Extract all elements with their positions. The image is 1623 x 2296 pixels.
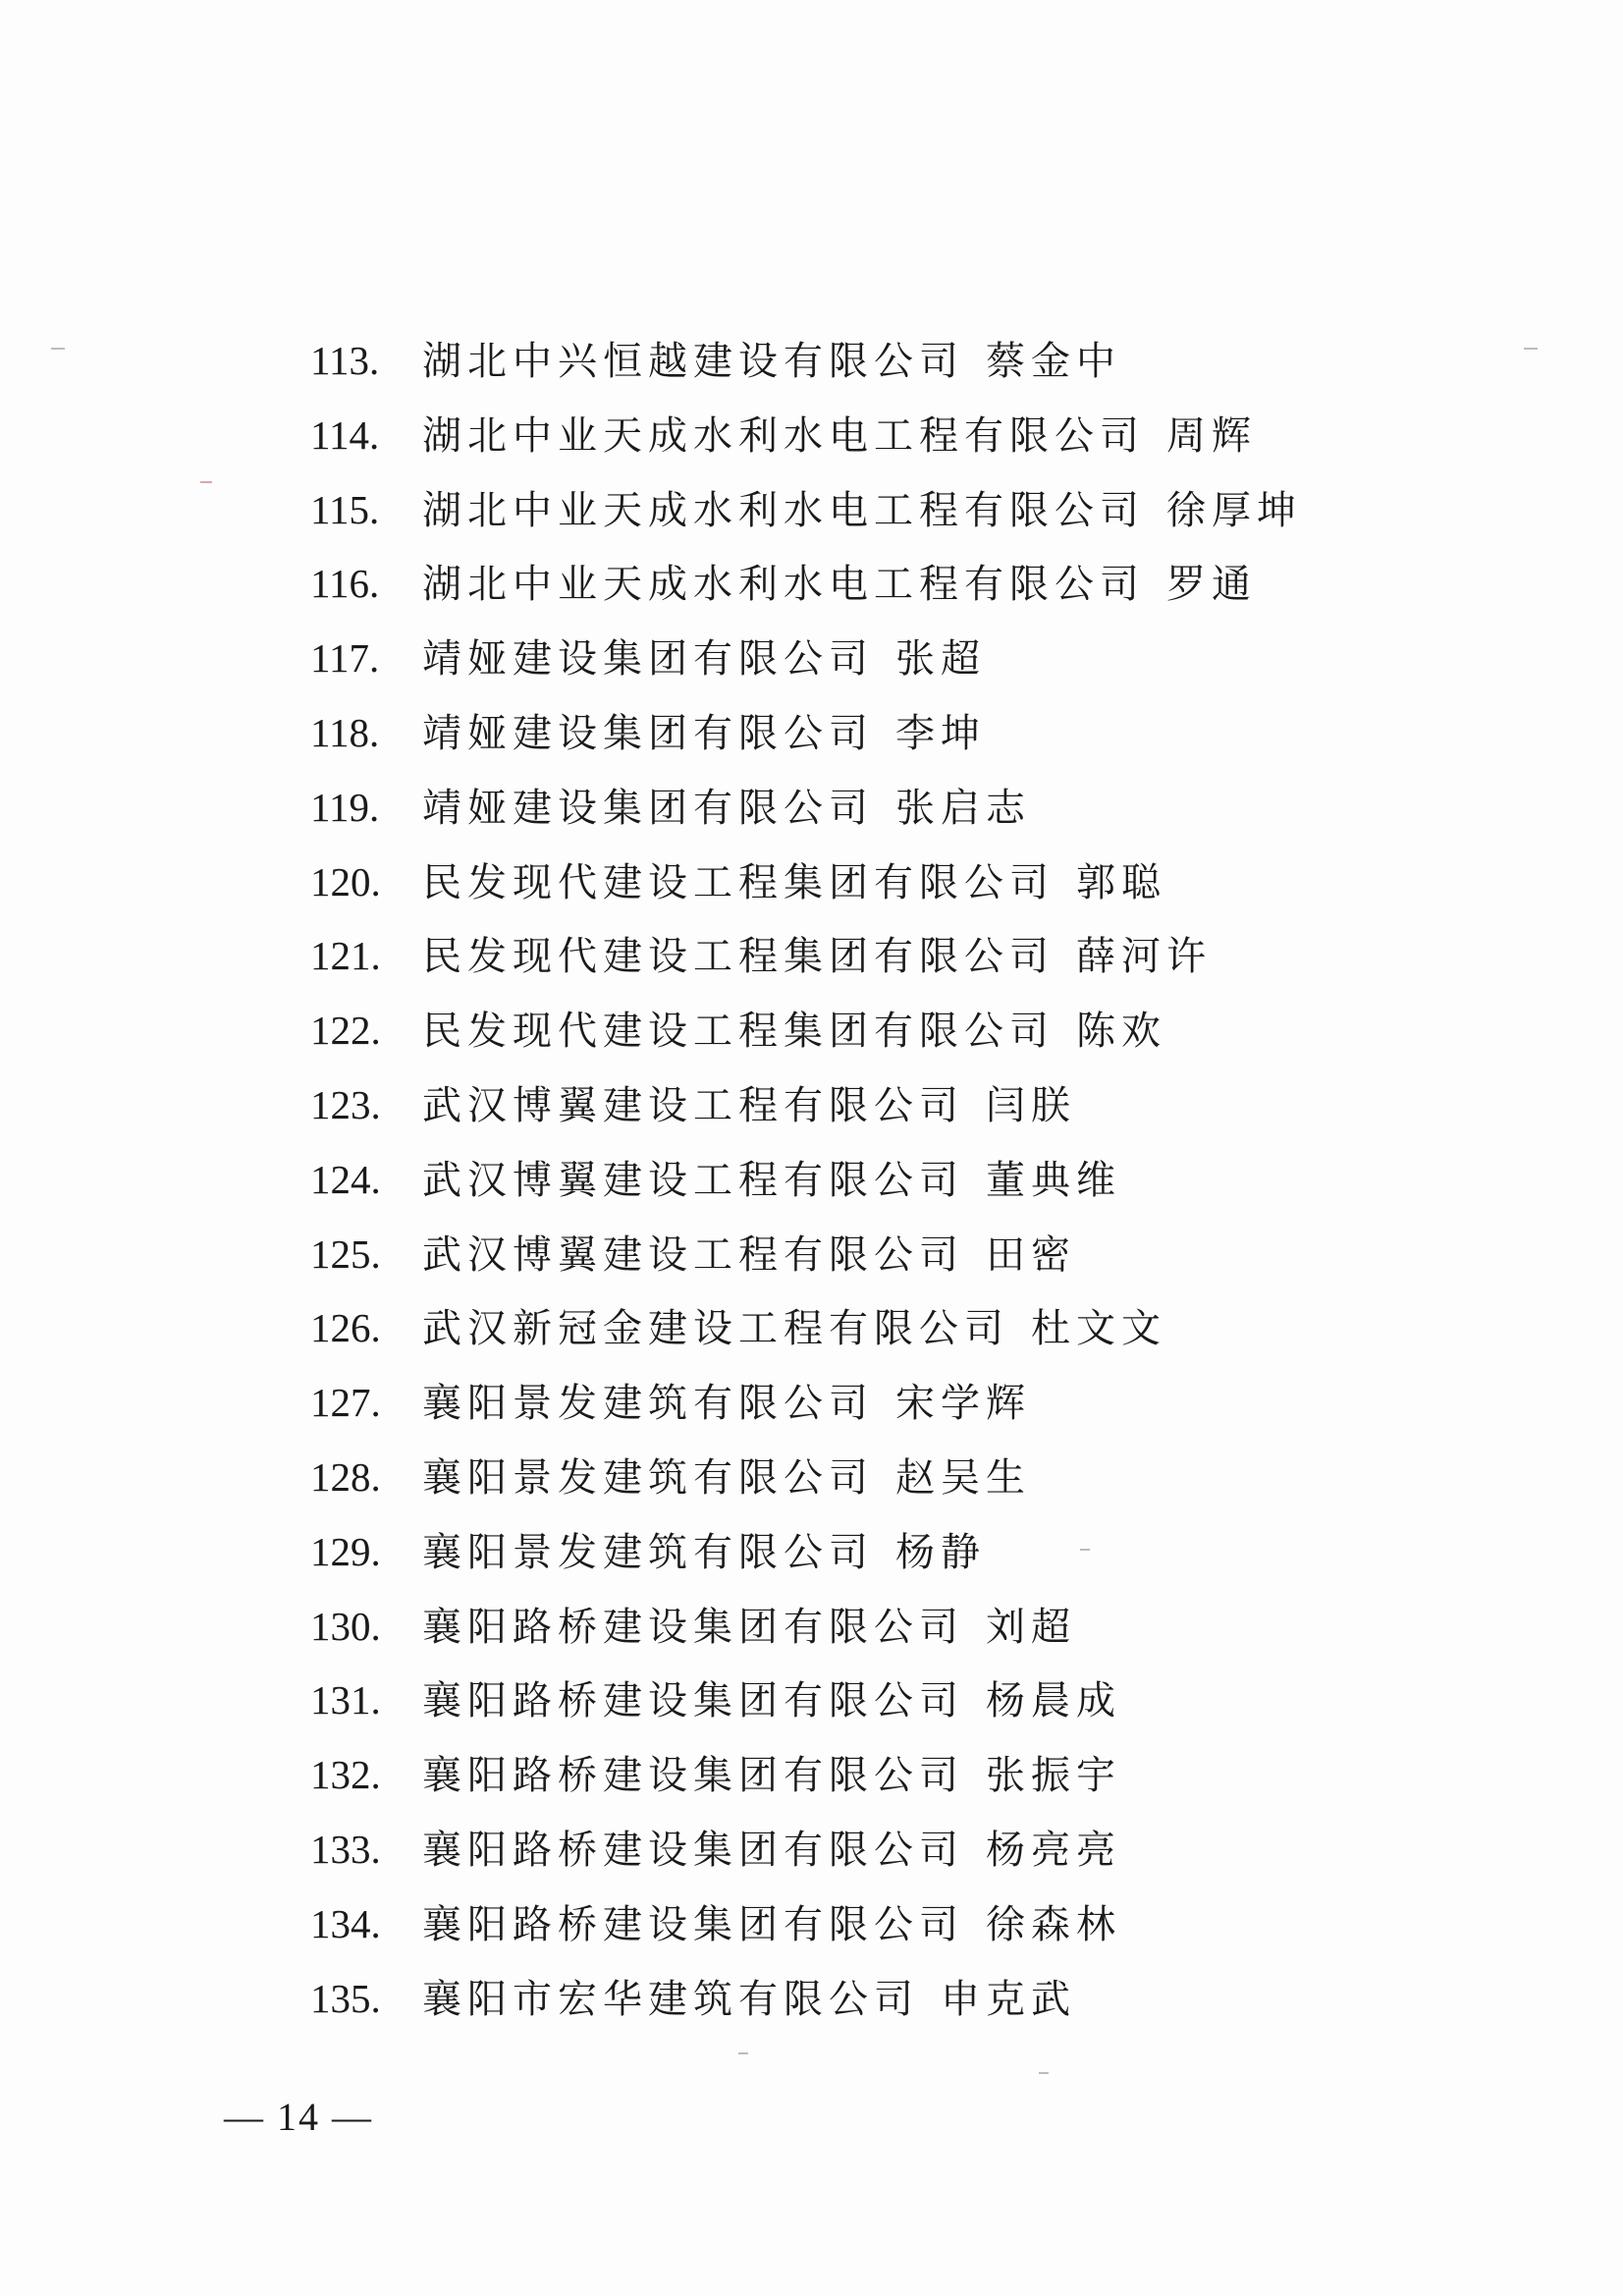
list-item xyxy=(310,1441,1302,1515)
entry-person: 闫朕 xyxy=(986,1082,1076,1128)
entry-person: 杨静 xyxy=(895,1529,986,1575)
entry-number: 135. xyxy=(310,1975,381,2021)
entry-person: 杨晨成 xyxy=(986,1678,1121,1724)
entry-company: 湖北中业天成水利水电工程有限公司 xyxy=(422,412,1145,459)
entry-number: 134. xyxy=(310,1900,381,1946)
entry-person: 申克武 xyxy=(941,1976,1076,2022)
entry-person: 张超 xyxy=(895,636,986,683)
page-number: — 14 — xyxy=(224,2095,373,2139)
entry-company: 襄阳景发建筑有限公司 xyxy=(422,1529,874,1575)
entry-number: 124. xyxy=(310,1156,381,1202)
entry-company: 民发现代建设工程集团有限公司 xyxy=(422,859,1055,905)
entry-company: 靖娅建设集团有限公司 xyxy=(422,710,874,756)
entry-company: 武汉新冠金建设工程有限公司 xyxy=(422,1306,1009,1352)
list-item xyxy=(310,1068,1302,1143)
entry-number: 119. xyxy=(310,784,380,830)
entry-number: 118. xyxy=(310,709,380,755)
entry-person: 田密 xyxy=(986,1231,1076,1278)
scan-speck xyxy=(1080,1549,1090,1551)
entry-person: 董典维 xyxy=(986,1157,1121,1203)
entry-person: 张振宇 xyxy=(986,1753,1121,1799)
entry-number: 122. xyxy=(310,1008,381,1054)
entry-company: 湖北中业天成水利水电工程有限公司 xyxy=(422,562,1145,608)
entry-number: 121. xyxy=(310,933,381,979)
entry-person: 张启志 xyxy=(895,785,1031,831)
list-item xyxy=(310,1813,1302,1887)
entry-person: 蔡金中 xyxy=(986,339,1121,384)
entry-person: 陈欢 xyxy=(1076,1009,1166,1055)
list-item xyxy=(310,622,1302,696)
scan-speck xyxy=(738,2052,748,2054)
list-item xyxy=(310,1143,1302,1218)
entry-company: 湖北中兴恒越建设有限公司 xyxy=(422,339,964,384)
list-item xyxy=(310,547,1302,622)
entry-company: 靖娅建设集团有限公司 xyxy=(422,785,874,831)
entry-number: 128. xyxy=(310,1453,381,1500)
entry-company: 襄阳景发建筑有限公司 xyxy=(422,1381,874,1427)
list-item xyxy=(310,1291,1302,1366)
list-item xyxy=(310,994,1302,1068)
list-item xyxy=(310,1590,1302,1665)
entry-number: 117. xyxy=(310,635,380,682)
entry-company: 武汉博翼建设工程有限公司 xyxy=(422,1157,964,1203)
entry-person: 徐厚坤 xyxy=(1166,487,1302,533)
entry-company: 襄阳路桥建设集团有限公司 xyxy=(422,1753,964,1799)
entry-company: 武汉博翼建设工程有限公司 xyxy=(422,1082,964,1128)
list-item xyxy=(310,1515,1302,1590)
entry-company: 民发现代建设工程集团有限公司 xyxy=(422,1009,1055,1055)
entry-company: 襄阳景发建筑有限公司 xyxy=(422,1454,874,1501)
entry-number: 129. xyxy=(310,1528,381,1574)
list-item xyxy=(310,399,1302,473)
entry-company: 襄阳路桥建设集团有限公司 xyxy=(422,1604,964,1650)
list-item xyxy=(310,771,1302,846)
list-item xyxy=(310,1366,1302,1441)
entry-company: 民发现代建设工程集团有限公司 xyxy=(422,934,1055,980)
entry-company: 湖北中业天成水利水电工程有限公司 xyxy=(422,487,1145,533)
entry-person: 薛河许 xyxy=(1076,934,1212,980)
entry-person: 宋学辉 xyxy=(895,1381,1031,1427)
entry-number: 114. xyxy=(310,411,380,458)
entry-number: 127. xyxy=(310,1380,381,1426)
name-list xyxy=(310,324,1302,2036)
entry-number: 115. xyxy=(310,486,380,532)
entry-number: 131. xyxy=(310,1677,381,1723)
entry-company: 武汉博翼建设工程有限公司 xyxy=(422,1231,964,1278)
list-item xyxy=(310,1962,1302,2037)
entry-company: 襄阳路桥建设集团有限公司 xyxy=(422,1901,964,1947)
entry-number: 120. xyxy=(310,858,381,904)
entry-person: 罗通 xyxy=(1166,562,1257,608)
entry-person: 郭聪 xyxy=(1076,859,1166,905)
list-item xyxy=(310,1738,1302,1813)
list-item xyxy=(310,919,1302,994)
scan-speck xyxy=(200,481,212,483)
entry-number: 130. xyxy=(310,1603,381,1649)
list-item xyxy=(310,846,1302,920)
entry-number: 123. xyxy=(310,1081,381,1127)
entry-number: 132. xyxy=(310,1752,381,1798)
entry-number: 133. xyxy=(310,1826,381,1872)
scan-speck xyxy=(51,348,65,350)
entry-number: 113. xyxy=(310,338,380,383)
list-item xyxy=(310,1218,1302,1292)
entry-person: 赵吴生 xyxy=(895,1454,1031,1501)
list-item xyxy=(310,1887,1302,1962)
scan-speck xyxy=(1039,2072,1049,2074)
entry-person: 周辉 xyxy=(1166,412,1257,459)
entry-person: 徐森林 xyxy=(986,1901,1121,1947)
scan-speck xyxy=(1524,348,1538,350)
entry-person: 杜文文 xyxy=(1031,1306,1166,1352)
list-item xyxy=(310,324,1302,399)
entry-company: 襄阳路桥建设集团有限公司 xyxy=(422,1827,964,1873)
entry-person: 刘超 xyxy=(986,1604,1076,1650)
list-item xyxy=(310,473,1302,548)
entry-number: 125. xyxy=(310,1230,381,1277)
entry-number: 116. xyxy=(310,561,380,607)
entry-company: 襄阳市宏华建筑有限公司 xyxy=(422,1976,919,2022)
list-item xyxy=(310,1664,1302,1738)
entry-number: 126. xyxy=(310,1305,381,1351)
list-item xyxy=(310,696,1302,771)
entry-company: 靖娅建设集团有限公司 xyxy=(422,636,874,683)
entry-person: 李坤 xyxy=(895,710,986,756)
entry-person: 杨亮亮 xyxy=(986,1827,1121,1873)
entry-company: 襄阳路桥建设集团有限公司 xyxy=(422,1678,964,1724)
